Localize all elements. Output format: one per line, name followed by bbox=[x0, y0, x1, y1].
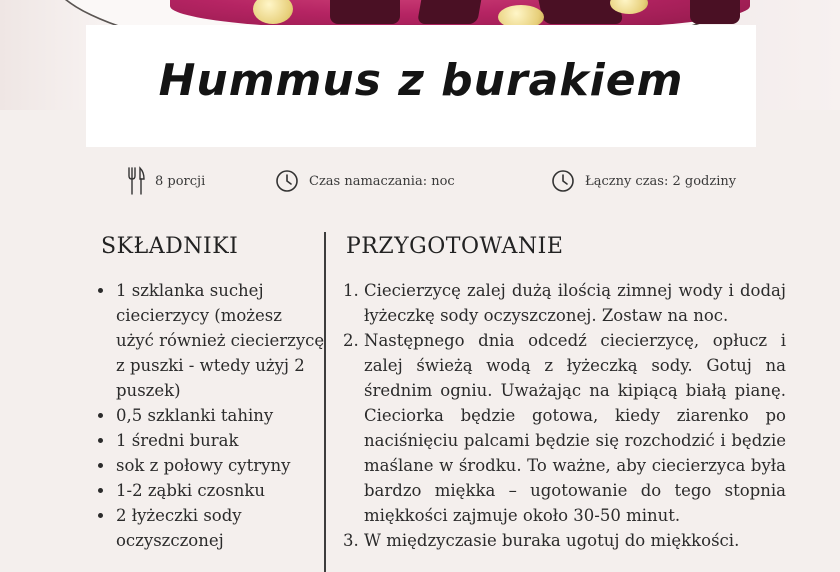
ingredient-item: • 0,5 szklanki tahiny bbox=[115, 403, 325, 428]
fork-knife-icon bbox=[127, 166, 145, 196]
beet-slice bbox=[330, 0, 400, 24]
total-time-info bbox=[551, 166, 736, 196]
clock-icon bbox=[275, 169, 299, 193]
title-card bbox=[86, 25, 756, 147]
soak-time-info bbox=[275, 166, 455, 196]
beet-slice bbox=[690, 0, 740, 24]
step-item: 1. Ciecierzycę zalej dużą ilością zimnej wody i dodaj łyżeczkę sody oczyszczonej. Zostaw na noc. bbox=[364, 278, 786, 328]
ingredients-list bbox=[98, 278, 325, 553]
ingredient-item: • 1 szklanka suchej ciecierzycy (możesz użyć również ciecierzycę z puszki - wtedy użyj 2 puszek) bbox=[115, 278, 325, 403]
clock-icon bbox=[551, 169, 575, 193]
total-time-text: Łączny czas: 2 godziny bbox=[585, 173, 737, 189]
preparation-steps bbox=[346, 278, 786, 553]
step-item: 2. Następnego dnia odcedź ciecierzycę, opłucz i zalej świeżą wodą z łyżeczką sody. Gotuj na średnim ogniu. Uważając na kipiącą białą pianę. Cieciorka będzie gotowa, kiedy ziarenko po naciśnięciu palcami będzie się rozchodzić i będzie maślane w środku. To ważne, aby ciecierzyca była bardzo miękka – ugotowanie do tego stopnia miękkości zajmuje około 30-50 minut. bbox=[364, 328, 786, 528]
ingredient-item: • 1 średni burak bbox=[115, 428, 325, 453]
soak-time-text: Czas namaczania: noc bbox=[309, 173, 455, 189]
servings-text: 8 porcji bbox=[155, 173, 206, 189]
preparation-heading: PRZYGOTOWANIE bbox=[346, 234, 564, 259]
servings-info bbox=[127, 166, 205, 196]
ingredient-item: • 1-2 ząbki czosnku bbox=[115, 478, 325, 503]
recipe-title: Hummus z burakiem bbox=[158, 55, 684, 106]
ingredient-item: • sok z połowy cytryny bbox=[115, 453, 325, 478]
step-item: 3. W międzyczasie buraka ugotuj do miękkości. bbox=[364, 528, 786, 553]
ingredient-item: • 2 łyżeczki sody oczyszczonej bbox=[115, 503, 325, 553]
beet-slice bbox=[417, 0, 483, 24]
ingredients-heading: SKŁADNIKI bbox=[101, 234, 239, 259]
